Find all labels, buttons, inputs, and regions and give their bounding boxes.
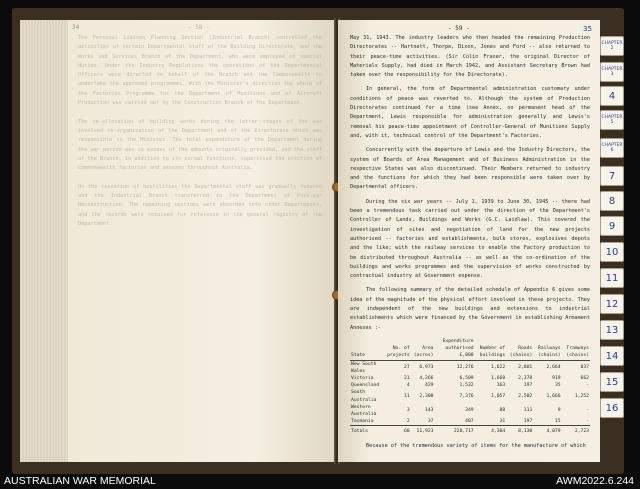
chapter-tab[interactable]: CHAPTER 2 [600,36,624,56]
paragraph: During the six war years -- July 1, 1939 to June 30, 1945 -- there had been a tremendous task carried out under the direction of the Department's Controller of Lands, Buildings and Works (G.C. Laidlaw). This covered the investigation of sites and negotiation of land for the new projects authorised -- factories and establishments, bulk stores, explosives depots and the like; with the railway services to enable the Factory production to be distributed throughout Australia -- as well as the co-ordination of the buildings and works programmes and the supervision of works constructed by contractual industry at Government expense. [350,198,590,280]
right-page-number: - 59 - [448,25,470,32]
paragraph: Concurrently with the departure of Lewis and the Industry Directors, the system of Boards of Area Management and of Business Administration in the respective States was also discontinued. Their Members returned to industry and the functions for which they had been responsible were taken over by Departmental officers. [350,147,590,191]
table-cell: Tasmania [351,419,374,425]
table-row [350,375,590,382]
table-cell: 228,717 [434,426,474,436]
table-cell: 1,622 [491,365,506,371]
table-cell: - [586,419,589,425]
table-cell: 163 [496,383,506,389]
table-cell: Western Australia [351,404,377,417]
table-cell: 349 [465,408,474,414]
table-cell: 197 [523,383,533,389]
institution-name: AUSTRALIAN WAR MEMORIAL [4,475,156,487]
table-header: Tramways (chains) [562,338,590,360]
chapter-tab[interactable]: 15 [600,372,624,392]
table-cell: 662 [580,375,589,381]
paragraph: The following summary of the detailed schedule of Appendix 6 gives some idea of the magnitude of the physical effort involved in these projects. They are independent of the new buildings and extensions to industrial establishments which were financed by the Government in establishing Armament Annexes :- [350,287,590,331]
table-cell: 7,376 [459,393,474,399]
table-cell: 12,276 [456,365,474,371]
page-edges [20,20,68,462]
paragraph: May 31, 1943. The industry leaders who then headed the remaining Production Directorates -- Hartnett, Thorpe, Dixon, Jones and Ford -- also returned to their peace-time activities. (Sir Colin Fraser, the original Director of Materials Supply, had died in March 1942, and Assistant Secretary Brown had taken over the responsibility for the Directorate). [350,35,590,79]
table-header: Area (acres) [411,338,435,360]
chapter-tab[interactable]: 11 [600,268,624,288]
table-header: No. of projects [383,338,411,360]
table-header: Roads (chains) [506,338,533,360]
table-cell: 2,300 [419,393,434,399]
projects-summary-table [350,338,590,436]
table-cell: 143 [425,408,434,414]
open-book [12,8,624,474]
table-cell: 11 [404,393,410,399]
table-header: State [350,338,383,360]
table-cell: - [586,408,589,414]
right-corner-number: 35 [583,25,592,33]
table-cell: 2,378 [518,375,533,381]
chapter-tab[interactable]: 10 [600,242,624,262]
left-page-faint-text: The Personal Liaison Planning Section (Industrial Branch) controlled the activities of certain Departmental staff of the Building Directorate, and the Works and Services Branch of the Department, who were employed on special duties. Under the Industry Regulations the operations of the Departmental Officers were directed on behalf of the Branch and the Commonwealth to undertake the approved programmes. With the Minister's direction the whole of the Factories Programme for the Department of Munitions and of Aircraft Production was carried out by the Construction Branch of the Department. The re-allocation of building works during the latter stages of the war involved re-organisation of the Department and of the Directorate which was responsible to the Minister. The total expenditure of the Department during the war period was in excess of the amounts originally provided, and the staff of the Branch, in addition to its normal functions, supervised the erection of Commonwealth factories and annexes throughout Australia. On the cessation of hostilities the Departmental staff was gradually reduced and the Industrial Branch transferred to the Department of Post-war Reconstruction. The remaining sections were absorbed into other Departments, and the records were retained for reference in the general registry of the Department. [78,35,322,227]
table-cell: 4,304 [475,426,507,436]
table-header: Expenditure authorised £,000 [434,338,474,360]
table-row [350,389,590,403]
table-cell: South Australia [351,390,377,403]
table-cell: 429 [425,383,434,389]
table-cell: 68 [383,426,411,436]
table-cell: 1,666 [546,393,561,399]
table-cell: 837 [580,365,589,371]
table-cell: 2,664 [546,365,561,371]
table-cell: Queensland [351,383,380,389]
table-row [350,360,590,375]
table-cell: 2,502 [518,393,533,399]
table-cell: 407 [465,419,474,425]
table-header: Railways (chains) [533,338,561,360]
table-cell: 4,266 [419,375,434,381]
table-cell: 31 [499,419,506,425]
left-corner-mark: 34 [72,24,80,31]
table-cell: 15 [554,419,561,425]
chapter-tab[interactable]: 16 [600,398,624,418]
table-cell: 37 [427,419,434,425]
table-cell: 111 [523,408,533,414]
table-cell: 6,973 [419,365,434,371]
chapter-tab[interactable]: 8 [600,191,624,211]
table-cell: 35 [554,383,561,389]
trailing-paragraph: Because of the tremendous variety of items for the manufacture of which [366,442,586,449]
table-cell: 9 [557,408,561,414]
table-header-row [350,338,590,360]
chapter-tab[interactable]: 13 [600,320,624,340]
table-cell: - [586,383,589,389]
left-page [68,20,336,462]
table-cell: 88 [499,408,506,414]
table-cell: 11,923 [411,426,435,436]
chapter-tabs [600,28,630,454]
paragraph: In general, the form of Departmental administration customary under conditions of peace was reverted to. Although the system of Production Directorates continued for a time (see Annex, no permanent head of the Department, Lewis responsible for administration generally and Lewis's removal his peace-time appointment of Controller-General of Munitions Supply and, with it, technical control of the Department's Factories. [350,86,590,139]
chapter-tab[interactable]: 4 [600,86,624,106]
table-cell: 27 [404,365,410,371]
caption-bar [0,474,640,489]
chapter-tab[interactable]: 7 [600,166,624,186]
table-cell: Totals [350,426,383,436]
table-row [350,382,590,389]
table-cell: 2 [406,419,410,425]
table-cell: 6,509 [459,375,474,381]
chapter-tab[interactable]: 12 [600,294,624,314]
chapter-tab[interactable]: 9 [600,216,624,236]
table-cell: 919 [552,375,561,381]
table-cell: 2,723 [562,426,590,436]
table-cell: 4 [406,383,410,389]
table-total-row [350,426,590,436]
table-row [350,404,590,418]
chapter-tab[interactable]: CHAPTER 3 [600,62,624,82]
table-cell: Victoria [351,375,374,381]
item-reference: AWM2022.6.244 [556,475,634,487]
table-cell: 3 [406,408,410,414]
right-page [338,20,600,462]
chapter-tab[interactable]: CHAPTER 6 [600,138,624,158]
table-header: Number of buildings [475,338,507,360]
table-cell: 21 [404,375,410,381]
left-page-number: - 58 - [188,24,210,31]
chapter-tab[interactable]: 14 [600,346,624,366]
table-cell: 1,532 [459,383,474,389]
table-cell: New South Wales [351,361,377,374]
table-cell: 1,660 [491,375,506,381]
table-cell: 2,801 [518,365,533,371]
right-page-body [350,34,590,456]
table-cell: 197 [523,419,533,425]
table-cell: 8,130 [506,426,533,436]
table-cell: 4,079 [533,426,561,436]
table-cell: 1,057 [491,393,506,399]
table-row [350,418,590,426]
table-cell: 1,252 [574,393,589,399]
chapter-tab[interactable]: CHAPTER 5 [600,110,624,130]
